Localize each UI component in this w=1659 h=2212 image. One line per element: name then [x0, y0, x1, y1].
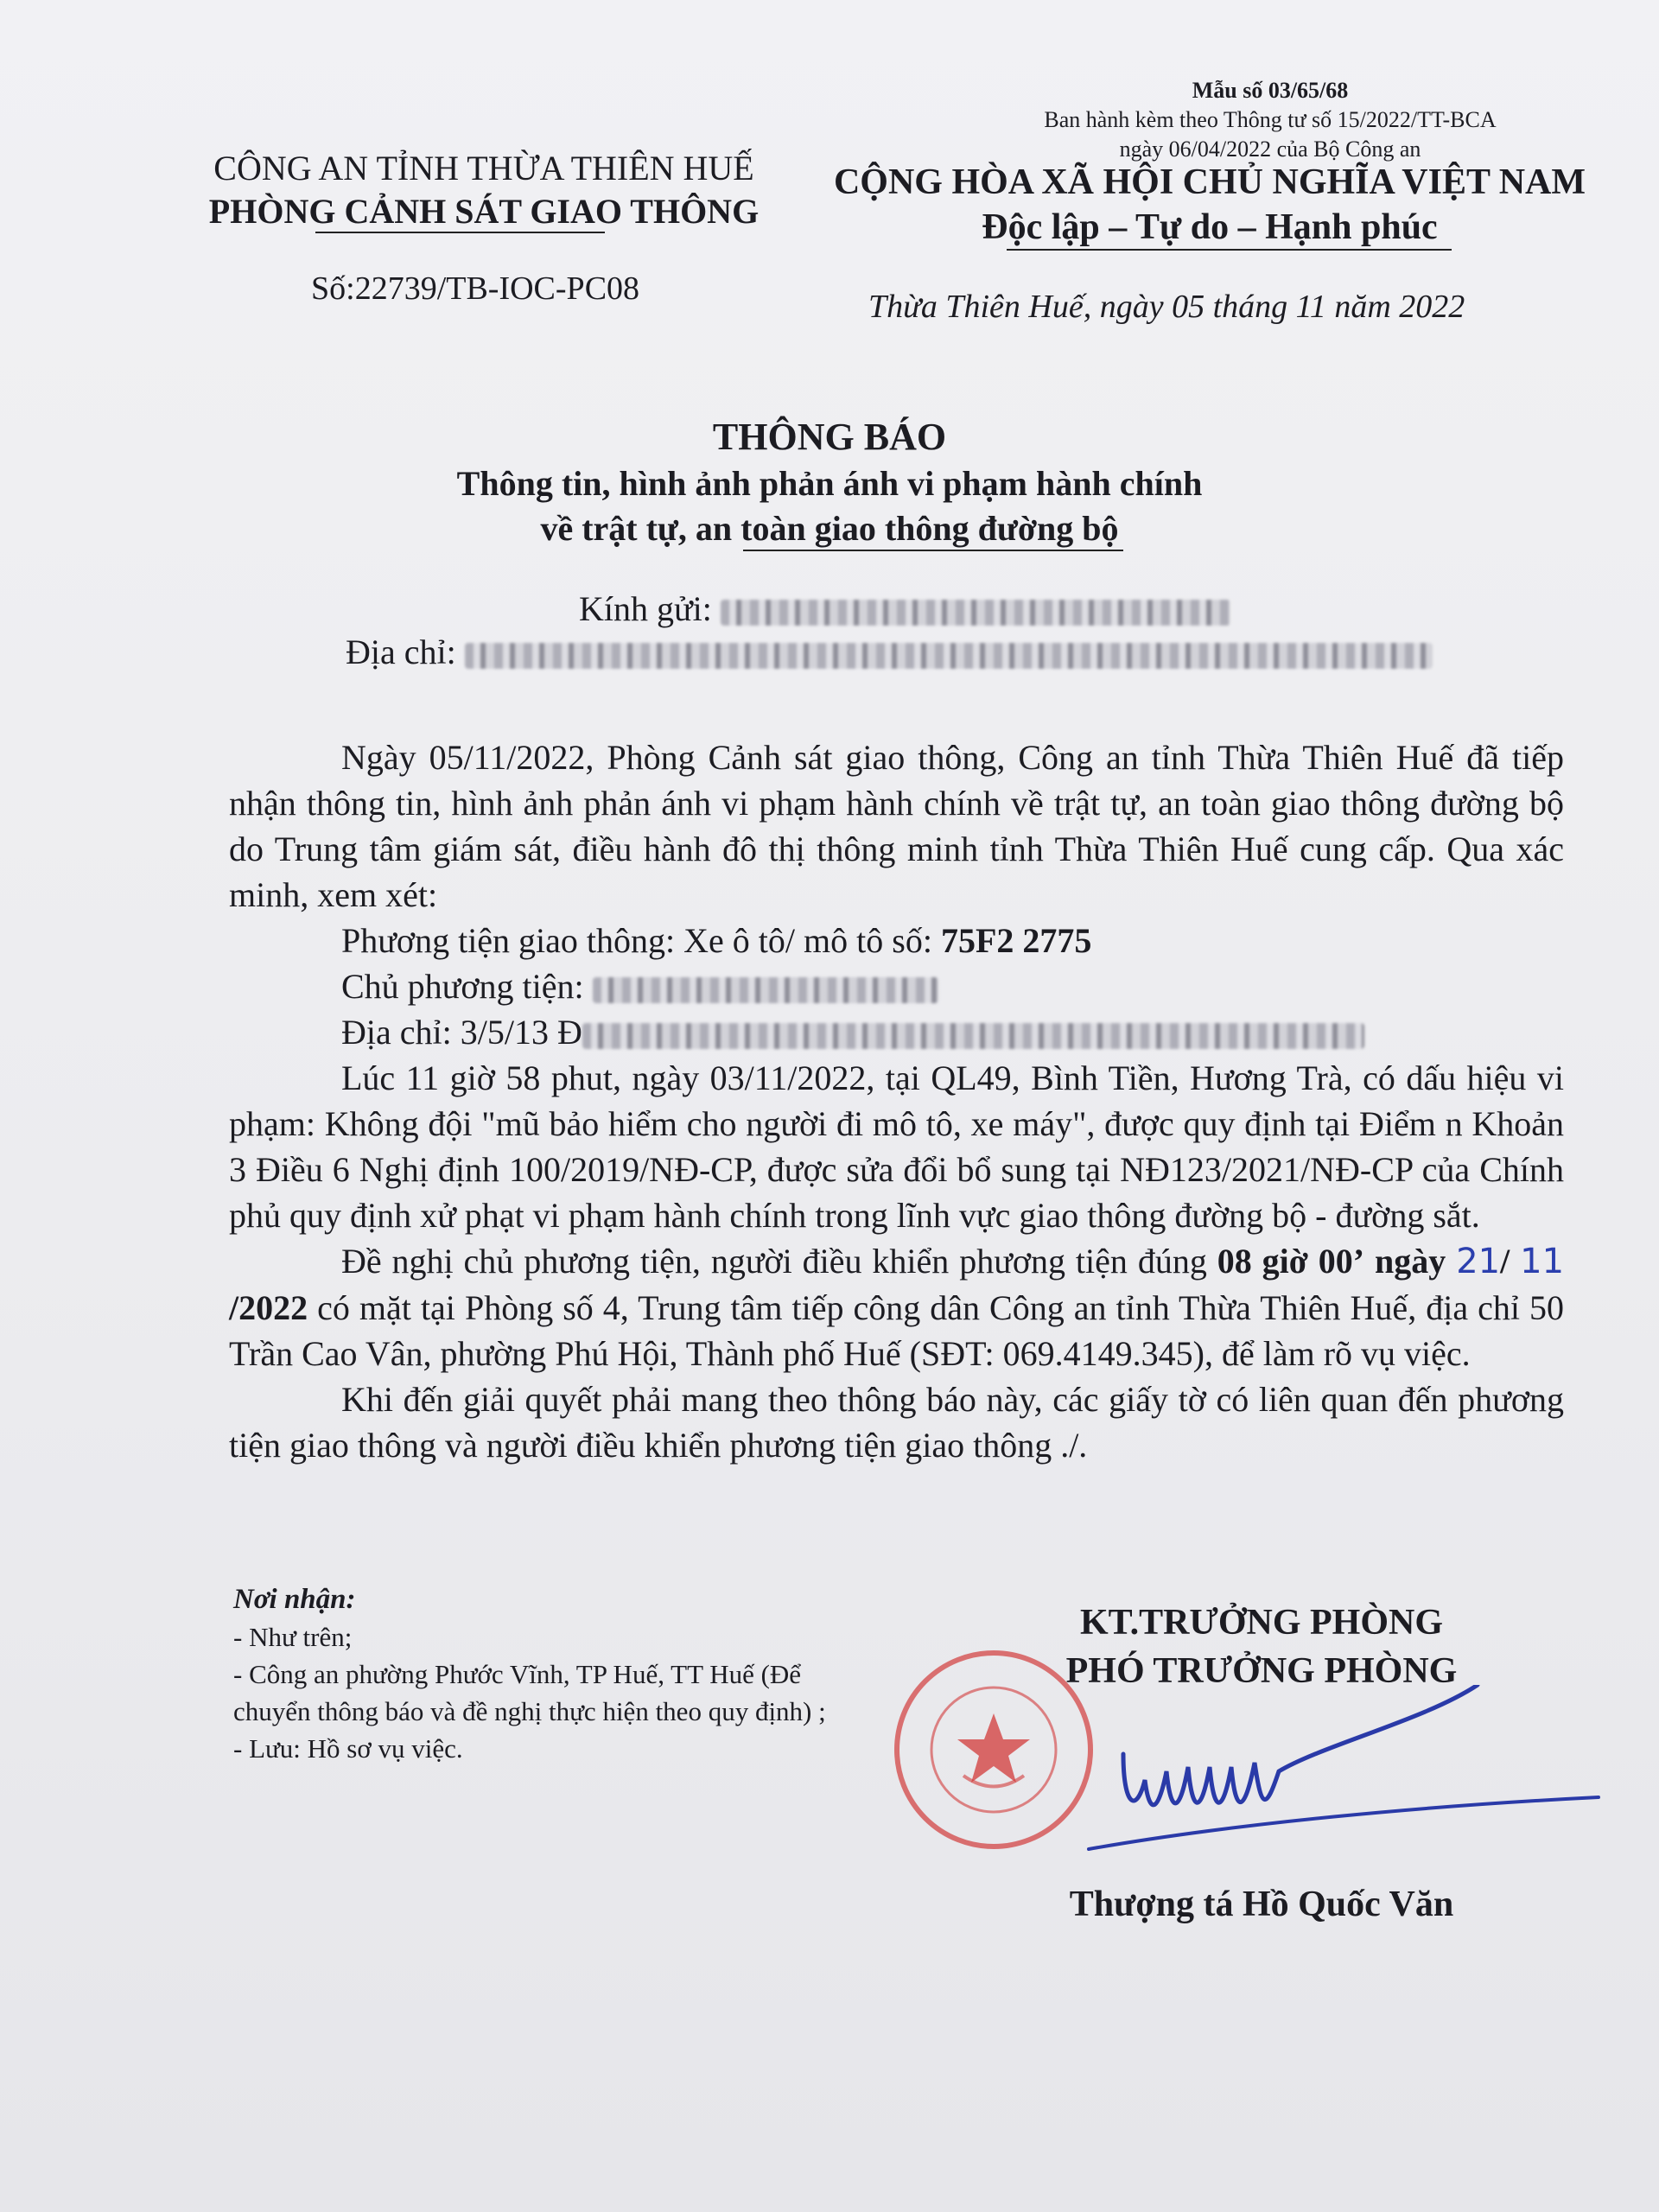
addressee-line	[346, 588, 1433, 631]
summons-text-a: Đề nghị chủ phương tiện, người điều khiển phương tiện đúng	[341, 1242, 1207, 1281]
addressee-block	[346, 588, 1433, 674]
title-sub2: về trật tự, an toàn giao thông đường bộ	[540, 509, 1119, 548]
summons-text-b: có mặt tại Phòng số 4, Trung tâm tiếp công dân Công an tỉnh Thừa Thiên Huế, địa chỉ 50 Trần Cao Vân, phường Phú Hội, Thành phố Huế (SĐT: 069.4149.345), để làm rõ vụ việc.	[229, 1288, 1564, 1373]
agency-underline	[315, 232, 605, 233]
nation-name: CỘNG HÒA XÃ HỘI CHỦ NGHĨA VIỆT NAM	[833, 162, 1586, 202]
summons-year: /2022	[229, 1288, 308, 1327]
title-sub1: Thông tin, hình ảnh phản ánh vi phạm hành chính	[456, 464, 1203, 503]
recipient-item: - Như trên;	[233, 1622, 353, 1652]
address-label: Địa chỉ:	[346, 632, 456, 671]
form-issued-line2: ngày 06/04/2022 của Bộ Công an	[1119, 137, 1421, 162]
document-title	[259, 413, 1400, 551]
owner-address-label: Địa chỉ: 3/5/13 Đ	[341, 1013, 582, 1052]
signer-name: Thượng tá Hồ Quốc Văn	[1069, 1885, 1454, 1924]
vehicle-label: Phương tiện giao thông: Xe ô tô/ mô tô số:	[341, 921, 932, 960]
recipients-block	[233, 1581, 855, 1767]
paragraph-violation: Lúc 11 giờ 58 phut, ngày 03/11/2022, tại QL49, Bình Tiền, Hương Trà, có dấu hiệu vi phạm: Không đội "mũ bảo hiểm cho người đi mô tô, xe máy", được quy định tại Điểm n Khoản 3 Điều 6 Nghị định 100/2019/NĐ-CP, được sửa đổi bổ sung tại NĐ123/2021/NĐ-CP của Chính phủ quy định xử phạt vi phạm hành chính trong lĩnh vực giao thông đường bộ - đường sắt.	[229, 1058, 1564, 1235]
owner-label: Chủ phương tiện:	[341, 967, 584, 1006]
title-main: THÔNG BÁO	[712, 416, 947, 458]
form-issued-line1: Ban hành kèm theo Thông tư số 15/2022/TT-BCA	[1044, 107, 1497, 132]
vehicle-line	[229, 918, 1564, 963]
handwritten-day: 21	[1456, 1242, 1501, 1281]
paragraph-summons: Đề nghị chủ phương tiện, người điều khiển phương tiện đúng 08 giờ 00’ ngày 21/ 11 /2022 có mặt tại Phòng số 4, Trung tâm tiếp công dân Công an tỉnh Thừa Thiên Huế, địa chỉ 50 Trần Cao Vân, phường Phú Hội, Thành phố Huế (SĐT: 069.4149.345), để làm rõ vụ việc.	[229, 1242, 1565, 1373]
national-motto	[821, 160, 1599, 250]
form-number: Mẫu số 03/65/68	[1192, 78, 1349, 103]
license-plate: 75F2 2775	[940, 921, 1092, 960]
title-underline	[743, 550, 1123, 551]
place-date: Thừa Thiên Huế, ngày 05 tháng 11 năm 2022	[868, 289, 1465, 325]
summons-date-prefix: ngày	[1375, 1242, 1446, 1281]
agency-parent: CÔNG AN TỈNH THỪA THIÊN HUẾ	[213, 149, 754, 188]
address-line	[346, 631, 1433, 674]
handwritten-month: 11	[1520, 1242, 1565, 1281]
owner-line	[229, 963, 1564, 1009]
paragraph-closing: Khi đến giải quyết phải mang theo thông báo này, các giấy tờ có liên quan đến phương tiện giao thông và người điều khiển phương tiện giao thông ./.	[229, 1380, 1564, 1465]
star-emblem-icon	[957, 1713, 1030, 1783]
redacted-name	[721, 600, 1230, 626]
recipients-heading: Nơi nhận:	[233, 1584, 356, 1615]
motto-underline	[1007, 249, 1452, 251]
summons-time: 08 giờ 00’	[1217, 1242, 1365, 1281]
paragraph-intro: Ngày 05/11/2022, Phòng Cảnh sát giao thông, Công an tỉnh Thừa Thiên Huế đã tiếp nhận thông tin, hình ảnh phản ánh vi phạm hành chính về trật tự, an toàn giao thông đường bộ do Trung tâm giám sát, điều hành đô thị thông minh tỉnh Thừa Thiên Huế cung cấp. Qua xác minh, xem xét:	[229, 738, 1564, 914]
document-number: Số:22739/TB-IOC-PC08	[311, 270, 640, 307]
owner-address-line	[229, 1009, 1564, 1055]
nation-motto: Độc lập – Tự do – Hạnh phúc	[982, 207, 1438, 247]
recipient-item: - Công an phường Phước Vĩnh, TP Huế, TT Huế (Để chuyển thông báo và đề nghị thực hiện theo quy định) ;	[233, 1659, 826, 1726]
recipient-item: - Lưu: Hồ sơ vụ việc.	[233, 1733, 463, 1764]
to-label: Kính gửi:	[579, 589, 712, 628]
signature-line2: PHÓ TRƯỞNG PHÒNG	[1065, 1651, 1458, 1691]
issuing-agency	[164, 147, 804, 233]
notice-body	[229, 734, 1564, 1468]
signature-title	[959, 1599, 1564, 1695]
redacted-owner-address	[582, 1023, 1364, 1049]
signature-line1: KT.TRƯỞNG PHÒNG	[1080, 1603, 1443, 1643]
form-reference	[968, 76, 1573, 164]
redacted-address	[465, 643, 1433, 669]
handwritten-signature	[1063, 1685, 1616, 1862]
redacted-owner	[593, 977, 938, 1003]
agency-unit: PHÒNG CẢNH SÁT GIAO THÔNG	[208, 192, 760, 231]
